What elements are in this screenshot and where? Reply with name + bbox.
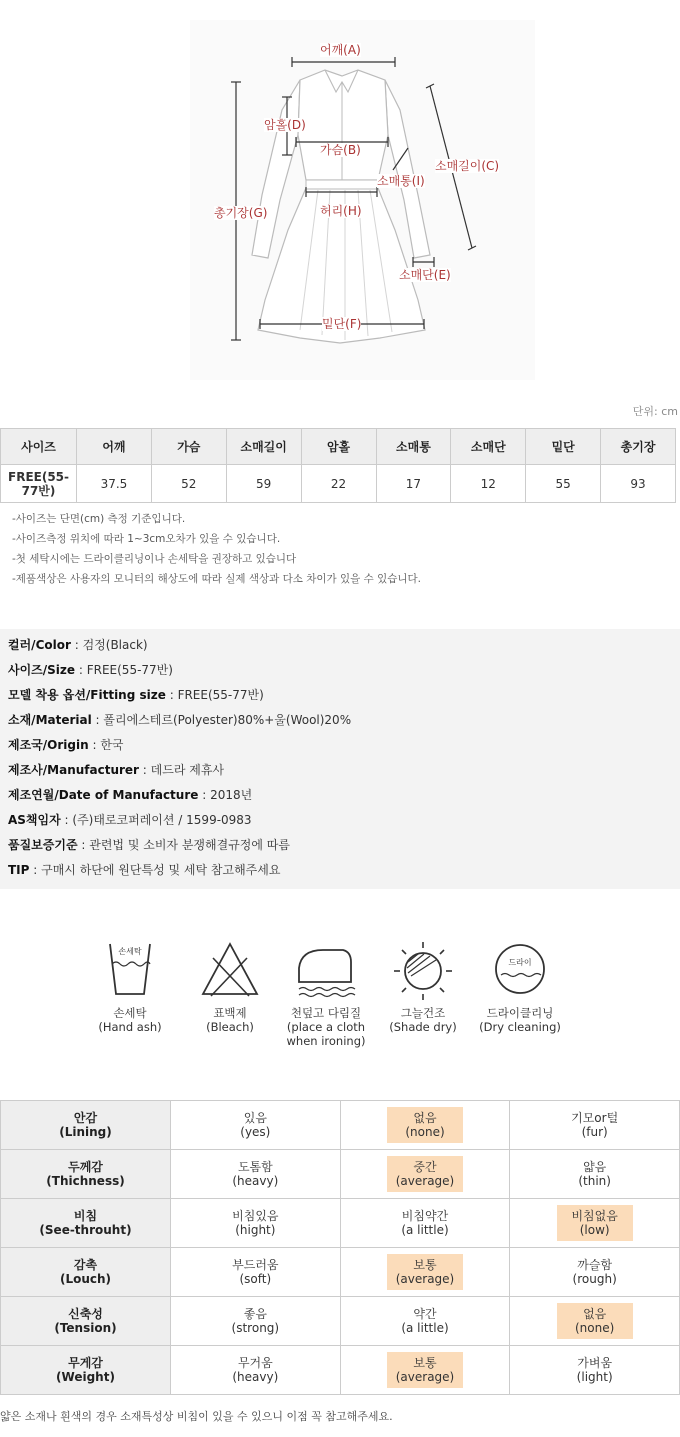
hand-wash-icon — [100, 938, 160, 1000]
fabric-option: 좋음 (strong) — [231, 1307, 280, 1335]
header-cell: 밑단 — [526, 429, 601, 465]
value-cell: 55 — [526, 465, 601, 503]
care-bleach — [180, 938, 280, 1034]
info-value: : FREE(55-77반) — [75, 663, 173, 677]
fabric-option-selected: 중간 (average) — [387, 1156, 463, 1192]
info-value: : 관련법 및 소비자 분쟁해결규정에 따름 — [77, 838, 290, 852]
header-cell: 소매통 — [376, 429, 451, 465]
info-value: : 2018년 — [198, 788, 253, 802]
size-notes — [12, 512, 421, 592]
info-key: 제조사/Manufacturer — [8, 763, 139, 777]
fabric-option-cell — [510, 1101, 680, 1150]
fabric-option-cell — [340, 1248, 510, 1297]
fabric-row — [1, 1101, 680, 1150]
fabric-attribute: 안감 (Lining) — [1, 1101, 171, 1150]
fabric-option-selected: 비침없음 (low) — [557, 1205, 633, 1241]
value-cell: 17 — [376, 465, 451, 503]
care-label: 그늘건조 (Shade dry) — [389, 1006, 457, 1034]
unit-label: 단위: cm — [632, 405, 678, 418]
info-row-size — [8, 661, 672, 686]
header-cell: 어깨 — [77, 429, 152, 465]
value-cell: 12 — [451, 465, 526, 503]
info-row-fitting — [8, 686, 672, 711]
note-item: -제품색상은 사용자의 모니터의 해상도에 따라 실제 색상과 다소 차이가 있을 수 있습니다. — [12, 573, 421, 585]
fabric-row — [1, 1297, 680, 1346]
fabric-option: 있음 (yes) — [240, 1111, 271, 1139]
care-dry-cleaning — [470, 938, 570, 1034]
fabric-option-cell — [340, 1101, 510, 1150]
size-table — [0, 428, 676, 503]
fabric-option-cell — [510, 1346, 680, 1395]
footer-note: 얇은 소재나 흰색의 경우 소재특성상 비침이 있을 수 있으니 이점 꼭 참고해주세요. — [0, 1410, 393, 1423]
size-cell: FREE(55-77반) — [1, 465, 77, 503]
info-row-color — [8, 636, 672, 661]
dry-cleaning-badge: 드라이 — [508, 958, 532, 967]
fabric-option-cell — [340, 1199, 510, 1248]
fabric-option: 무거움 (heavy) — [232, 1356, 279, 1384]
care-label: 손세탁 (Hand ash) — [98, 1006, 162, 1034]
info-value: : 검정(Black) — [70, 638, 148, 652]
product-info — [0, 629, 680, 889]
fabric-option: 부드러움 (soft) — [232, 1258, 279, 1286]
fabric-option-cell — [510, 1199, 680, 1248]
fabric-option: 비침약간 (a little) — [401, 1209, 449, 1237]
header-cell: 암홀 — [301, 429, 376, 465]
size-diagram — [0, 0, 680, 400]
fabric-attribute: 신축성 (Tension) — [1, 1297, 171, 1346]
header-cell: 가슴 — [151, 429, 226, 465]
info-key: 제조연월/Date of Manufacture — [8, 788, 199, 802]
fabric-row — [1, 1199, 680, 1248]
note-item: -사이즈는 단면(cm) 측정 기준입니다. — [12, 513, 186, 525]
label-sleeve-width: 소매통(I) — [377, 174, 425, 188]
info-key: AS책임자 — [8, 813, 61, 827]
info-key: 사이즈/Size — [8, 663, 76, 677]
fabric-option: 까슬함 (rough) — [572, 1258, 617, 1286]
info-row-manufacturer — [8, 761, 672, 786]
header-cell: 총기장 — [601, 429, 676, 465]
label-cuff: 소매단(E) — [399, 268, 451, 282]
label-waist: 허리(H) — [320, 204, 362, 218]
fabric-option-cell — [510, 1297, 680, 1346]
fabric-option-cell — [171, 1150, 341, 1199]
fabric-option: 비침있음 (hight) — [232, 1209, 279, 1237]
note-item: -첫 세탁시에는 드라이클리닝이나 손세탁을 권장하고 있습니다 — [12, 553, 297, 565]
value-cell: 22 — [301, 465, 376, 503]
dry-cleaning-icon — [489, 938, 551, 1000]
fabric-option-cell — [340, 1150, 510, 1199]
care-iron — [276, 938, 376, 1048]
care-instructions — [100, 938, 570, 1068]
label-shoulder: 어깨(A) — [320, 43, 361, 57]
label-total-length: 총기장(G) — [214, 206, 268, 220]
fabric-option-selected: 보통 (average) — [387, 1352, 463, 1388]
info-row-material — [8, 711, 672, 736]
fabric-option-cell — [171, 1248, 341, 1297]
fabric-option-cell — [340, 1297, 510, 1346]
fabric-option-selected: 없음 (none) — [557, 1303, 633, 1339]
fabric-option: 약간 (a little) — [401, 1307, 449, 1335]
fabric-row — [1, 1346, 680, 1395]
info-key: TIP — [8, 863, 30, 877]
size-table-header — [1, 429, 676, 465]
fabric-option: 도톰함 (heavy) — [232, 1160, 279, 1188]
info-row-as — [8, 811, 672, 836]
fabric-row — [1, 1150, 680, 1199]
info-value: : (주)태로코퍼레이션 / 1599-0983 — [60, 813, 252, 827]
hand-wash-badge: 손세탁 — [118, 947, 142, 956]
value-cell: 37.5 — [77, 465, 152, 503]
info-value: : 한국 — [88, 738, 124, 752]
fabric-option-cell — [510, 1150, 680, 1199]
label-chest: 가슴(B) — [320, 143, 361, 157]
iron-with-cloth-icon — [293, 938, 359, 1000]
care-hand-wash — [80, 938, 180, 1034]
header-cell: 사이즈 — [1, 429, 77, 465]
info-value: : 폴리에스테르(Polyester)80%+울(Wool)20% — [91, 713, 352, 727]
fabric-table — [0, 1100, 680, 1395]
header-cell: 소매길이 — [226, 429, 301, 465]
fabric-option-cell — [171, 1199, 341, 1248]
value-cell: 93 — [601, 465, 676, 503]
fabric-option: 얇음 (thin) — [578, 1160, 611, 1188]
care-label: 천덮고 다림질 (place a cloth when ironing) — [286, 1006, 366, 1048]
label-sleeve-length: 소매길이(C) — [435, 159, 500, 173]
value-cell: 59 — [226, 465, 301, 503]
care-label: 표백제 (Bleach) — [206, 1006, 254, 1034]
fabric-option-cell — [340, 1346, 510, 1395]
info-value: : 구매시 하단에 원단특성 및 세탁 참고해주세요 — [29, 863, 281, 877]
fabric-option-cell — [171, 1297, 341, 1346]
header-cell: 소매단 — [451, 429, 526, 465]
info-row-origin — [8, 736, 672, 761]
label-armhole: 암홀(D) — [264, 118, 306, 132]
fabric-option: 가벼움 (light) — [576, 1356, 613, 1384]
shade-dry-icon — [392, 938, 454, 1000]
info-row-tip — [8, 861, 672, 886]
fabric-attribute: 비침 (See-throuht) — [1, 1199, 171, 1248]
table-row — [1, 465, 676, 503]
value-cell: 52 — [151, 465, 226, 503]
dress-illustration — [0, 0, 680, 400]
fabric-option-cell — [171, 1346, 341, 1395]
fabric-option-cell — [510, 1248, 680, 1297]
info-key: 소재/Material — [8, 713, 92, 727]
fabric-option-selected: 보통 (average) — [387, 1254, 463, 1290]
fabric-attribute: 감촉 (Louch) — [1, 1248, 171, 1297]
info-key: 컬러/Color — [8, 638, 71, 652]
info-row-date — [8, 786, 672, 811]
fabric-option-selected: 없음 (none) — [387, 1107, 463, 1143]
care-label: 드라이클리닝 (Dry cleaning) — [479, 1006, 561, 1034]
info-row-quality — [8, 836, 672, 861]
fabric-table-body — [1, 1101, 680, 1395]
care-shade-dry — [373, 938, 473, 1034]
info-key: 모델 착용 옵션/Fitting size — [8, 688, 166, 702]
info-value: : 데드라 제휴사 — [138, 763, 225, 777]
fabric-attribute: 무게감 (Weight) — [1, 1346, 171, 1395]
fabric-option-cell — [171, 1101, 341, 1150]
info-value: : FREE(55-77반) — [165, 688, 264, 702]
info-key: 제조국/Origin — [8, 738, 89, 752]
note-item: -사이즈측정 위치에 따라 1~3cm오차가 있을 수 있습니다. — [12, 533, 281, 545]
fabric-attribute: 두께감 (Thichness) — [1, 1150, 171, 1199]
no-bleach-icon — [199, 938, 261, 1000]
label-hem: 밑단(F) — [322, 317, 362, 331]
fabric-row — [1, 1248, 680, 1297]
info-key: 품질보증기준 — [8, 838, 78, 852]
fabric-option: 기모or털 (fur) — [571, 1111, 619, 1139]
